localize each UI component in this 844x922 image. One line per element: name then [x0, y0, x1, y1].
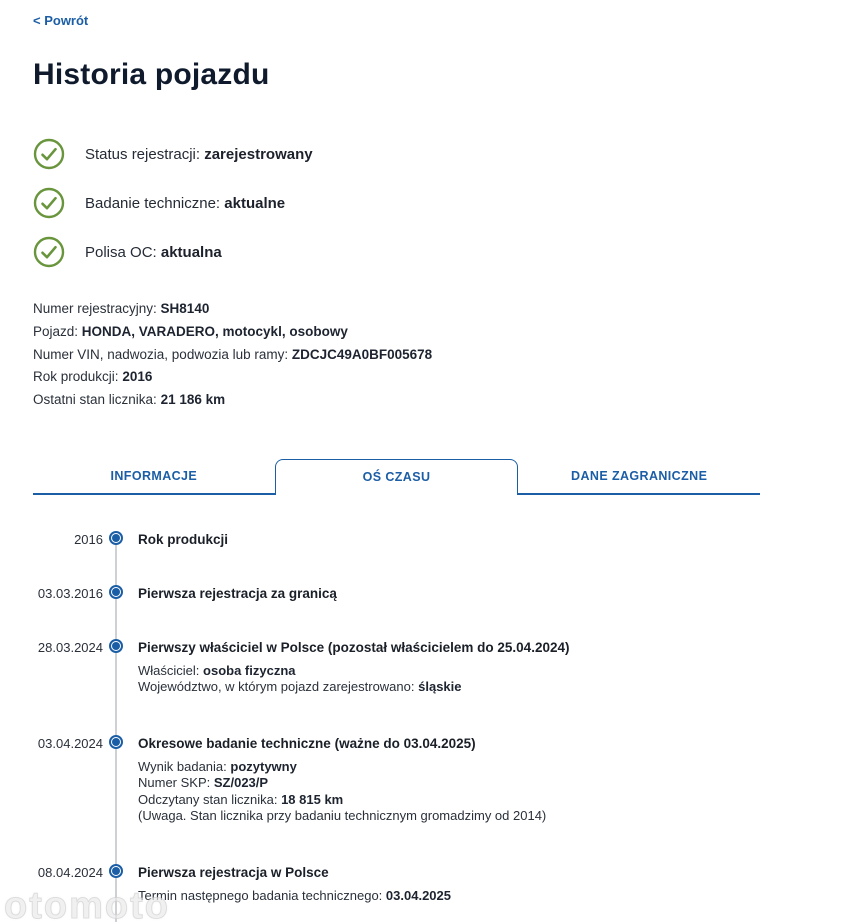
timeline-event	[33, 735, 844, 825]
event-dot-col	[103, 735, 129, 749]
timeline-event	[33, 531, 844, 548]
status-list	[33, 138, 844, 268]
event-title: Pierwsza rejestracja za granicą	[138, 585, 337, 601]
detail-line: Numer rejestracyjny: SH8140	[33, 301, 210, 316]
event-date: 28.03.2024	[37, 639, 103, 655]
detail-line: Rok produkcji: 2016	[33, 369, 153, 385]
tab-label: DANE ZAGRANICZNE	[571, 468, 708, 483]
check-circle-icon	[33, 187, 65, 219]
event-title: Okresowe badanie techniczne (ważne do 03.04.2025)	[138, 735, 476, 751]
event-content	[138, 735, 844, 825]
status-text: Status rejestracji: zarejestrowany	[85, 145, 313, 163]
event-date: 03.03.2016	[37, 585, 103, 601]
detail-line: Ostatni stan licznika: 21 186 km	[33, 392, 226, 408]
page-title: Historia pojazdu	[33, 58, 270, 91]
tab-os-czasu[interactable]	[275, 459, 519, 495]
timeline-dot-icon	[109, 864, 123, 878]
timeline-events	[33, 531, 844, 905]
timeline-dot-icon	[109, 531, 123, 545]
detail-line: Numer VIN, nadwozia, podwozia lub ramy: ZDCJC49A0BF005678	[33, 346, 433, 362]
tab-label: INFORMACJE	[110, 468, 198, 483]
event-dot-col	[103, 639, 129, 653]
event-dot-col	[103, 531, 129, 545]
event-detail-line: Województwo, w którym pojazd zarejestrowano: śląskie	[138, 679, 462, 695]
event-content	[138, 639, 844, 696]
detail-line: Pojazd: HONDA, VARADERO, motocykl, osobowy	[33, 323, 348, 339]
timeline-dot-icon	[109, 639, 123, 653]
event-content	[138, 864, 844, 905]
event-date: 03.04.2024	[37, 735, 103, 751]
event-title: Pierwsza rejestracja w Polsce	[138, 864, 329, 880]
tab-dane-zagraniczne[interactable]	[518, 459, 760, 495]
event-detail-line: Numer SKP: SZ/023/P	[138, 775, 269, 791]
status-row	[33, 187, 844, 219]
event-detail-line: Odczytany stan licznika: 18 815 km	[138, 791, 344, 807]
timeline-dot-icon	[109, 735, 123, 749]
event-content	[138, 531, 844, 548]
event-content	[138, 585, 844, 602]
vehicle-details	[33, 298, 844, 412]
event-detail-line: Wynik badania: pozytywny	[138, 758, 297, 774]
event-dot-col	[103, 585, 129, 599]
event-date: 08.04.2024	[37, 864, 103, 880]
timeline	[33, 531, 844, 905]
status-text: Badanie techniczne: aktualne	[85, 194, 286, 212]
event-detail-line: Właściciel: osoba fizyczna	[138, 662, 296, 678]
event-dot-col	[103, 864, 129, 878]
watermark: otomoto	[4, 885, 170, 922]
event-details	[138, 888, 844, 905]
timeline-dot-icon	[109, 585, 123, 599]
timeline-event	[33, 864, 844, 905]
timeline-event	[33, 639, 844, 696]
status-row	[33, 236, 844, 268]
event-details	[138, 759, 844, 825]
tab-bar	[33, 459, 760, 495]
tab-label: OŚ CZASU	[362, 470, 431, 485]
event-title: Rok produkcji	[138, 531, 229, 547]
check-circle-icon	[33, 236, 65, 268]
tab-informacje[interactable]	[33, 459, 275, 495]
event-detail-line: (Uwaga. Stan licznika przy badaniu technicznym gromadzimy od 2014)	[138, 808, 547, 824]
back-link[interactable]: < Powrót	[33, 13, 89, 28]
event-details	[138, 663, 844, 696]
event-title: Pierwszy właściciel w Polsce (pozostał właścicielem do 25.04.2024)	[138, 639, 570, 655]
status-row	[33, 138, 844, 170]
event-date: 2016	[74, 531, 103, 547]
check-circle-icon	[33, 138, 65, 170]
event-detail-line: Termin następnego badania technicznego: 03.04.2025	[138, 887, 451, 903]
timeline-event	[33, 585, 844, 602]
status-text: Polisa OC: aktualna	[85, 243, 222, 261]
